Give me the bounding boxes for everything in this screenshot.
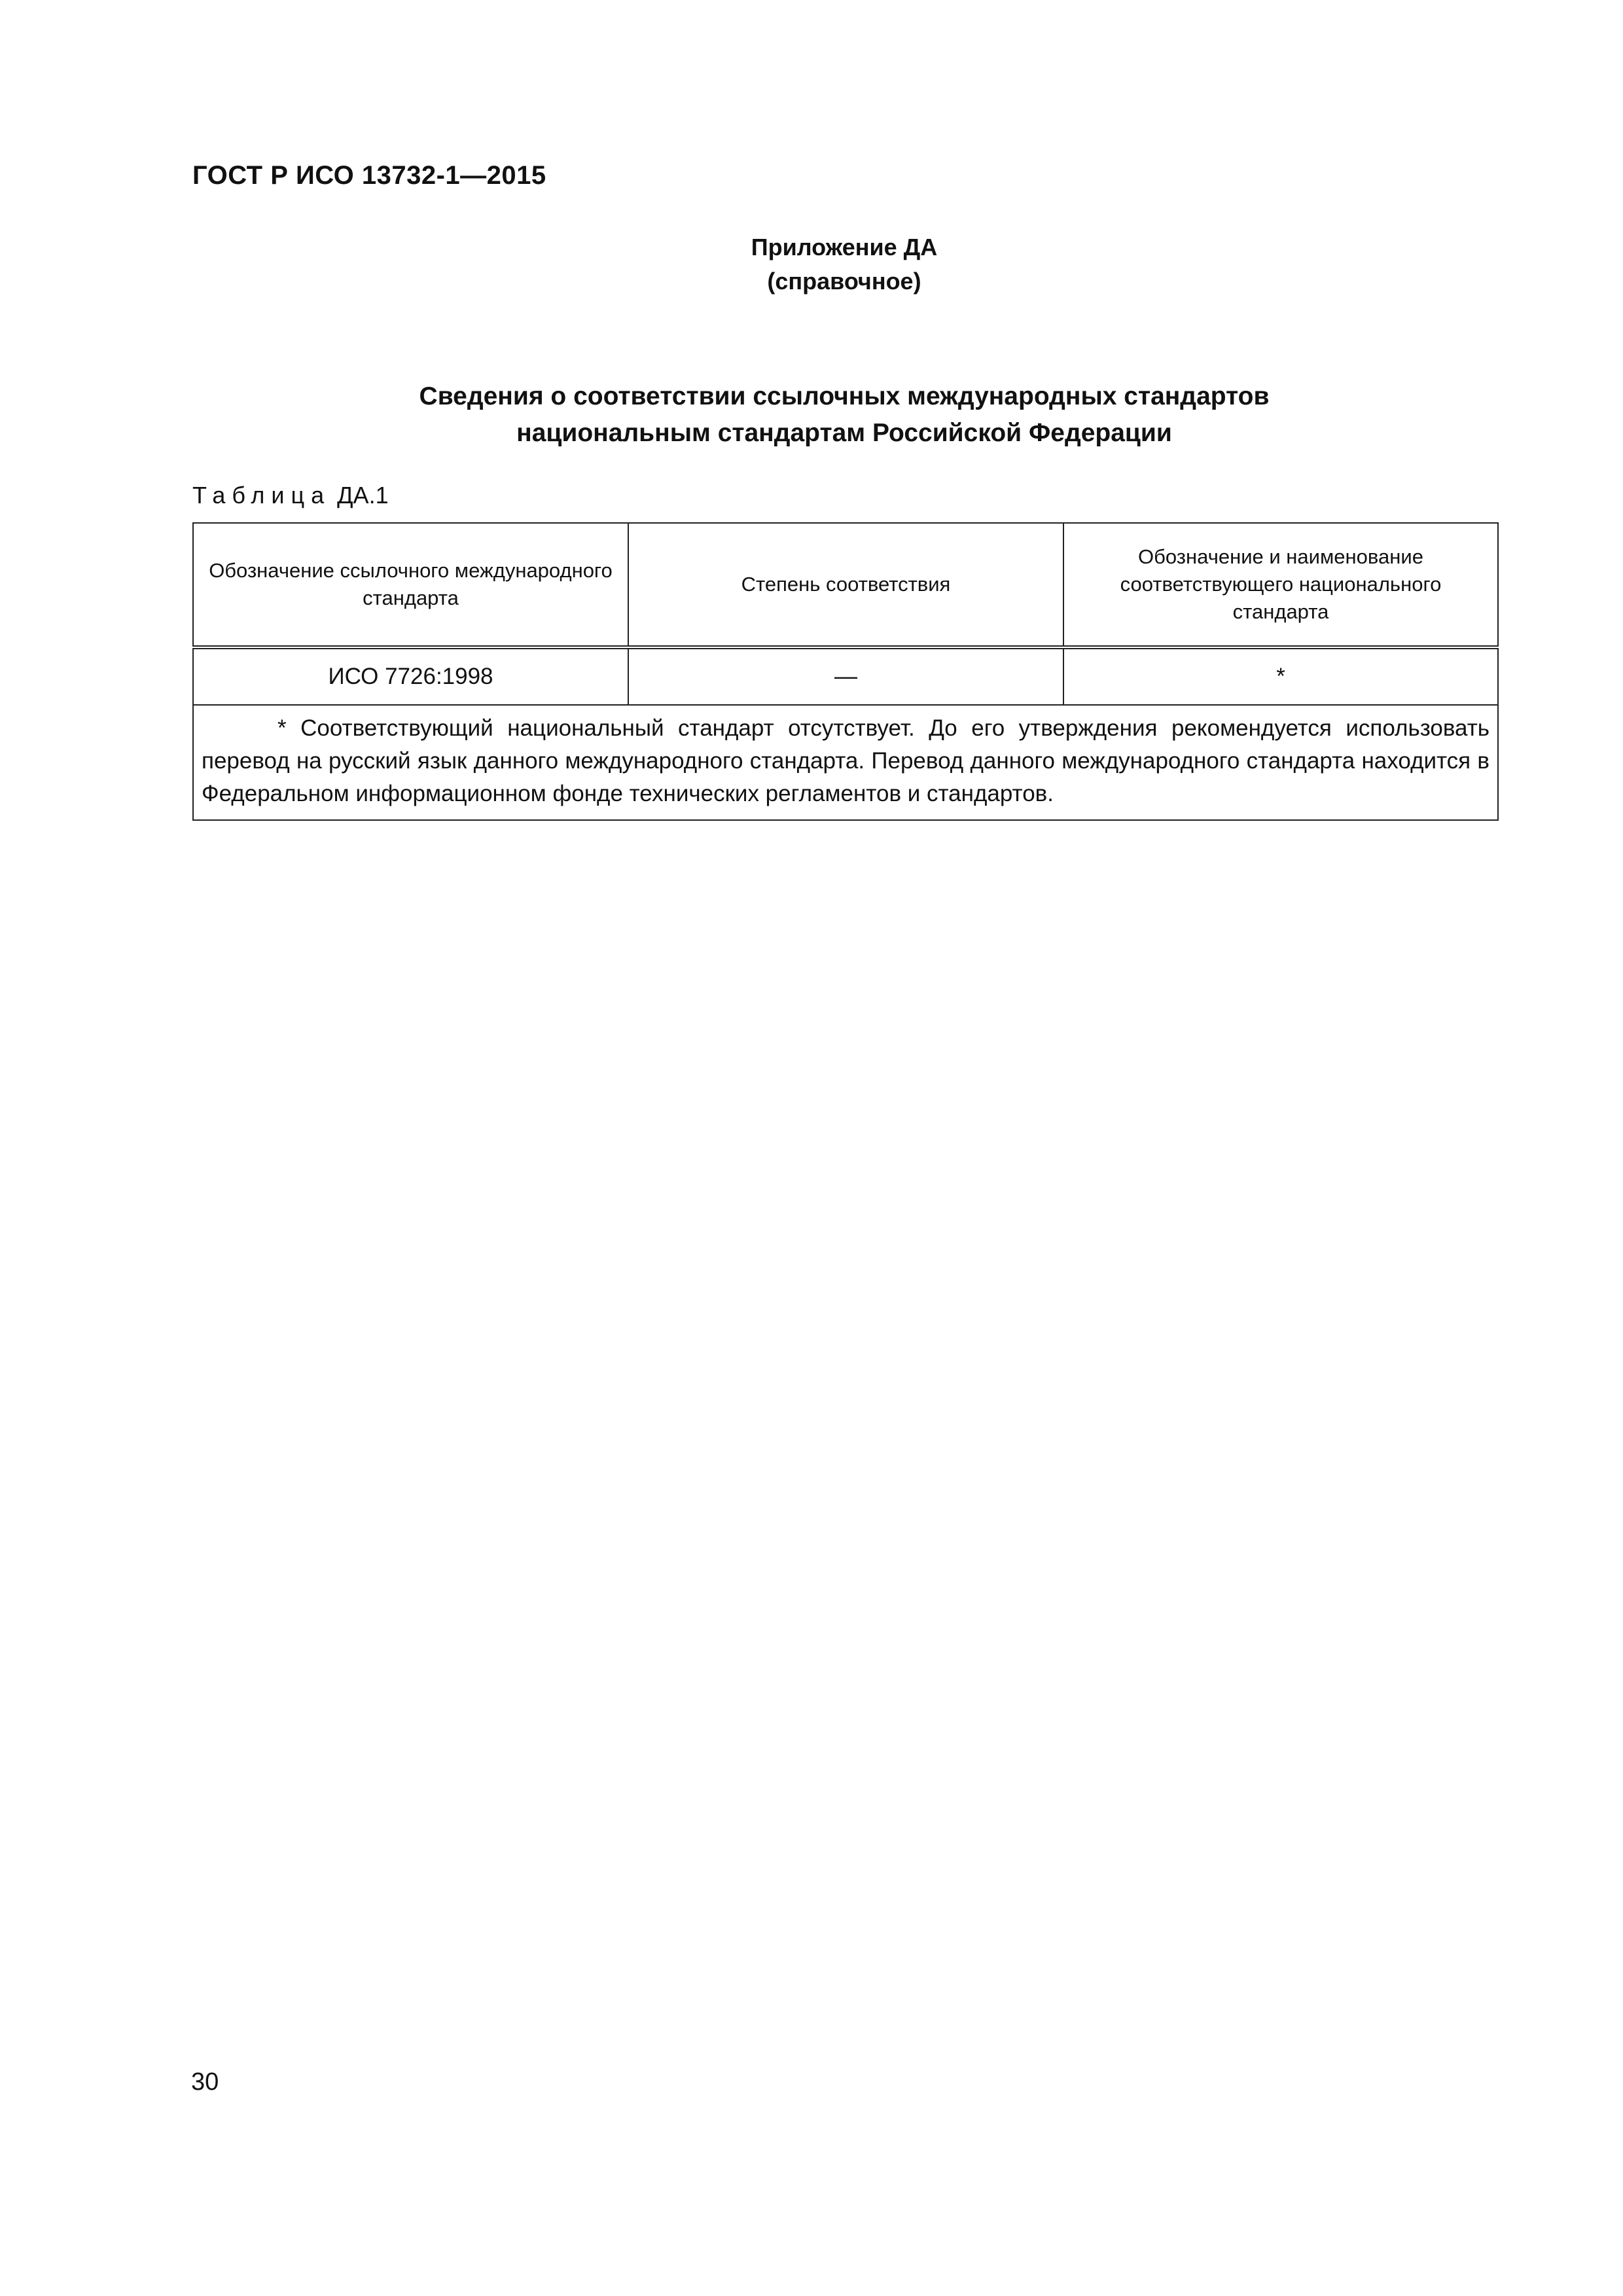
table-caption-word: Таблица (192, 482, 331, 509)
table-header-row (193, 523, 1498, 647)
section-title-line-1: Сведения о соответствии ссылочных международных стандартов (419, 382, 1270, 410)
column-header-national-standard: Обозначение и наименование соответствующего национального стандарта (1063, 523, 1498, 647)
reference-standards-table (192, 522, 1499, 821)
table-footnote-cell (193, 705, 1498, 820)
section-title (0, 378, 1623, 452)
cell-national-standard: * (1063, 647, 1498, 705)
column-header-international-standard: Обозначение ссылочного международного стандарта (193, 523, 628, 647)
table-footnote-text: * Соответствующий национальный стандарт отсутствует. До его утверждения рекомендуется использовать перевод на русский язык данного международного стандарта. Перевод данного международного стандарта находится в Федеральном информационном фонде технических регламентов и стандартов. (202, 715, 1489, 806)
annex-title: Приложение ДА (751, 234, 938, 260)
table-row (193, 647, 1498, 705)
page-number: 30 (191, 2068, 219, 2096)
cell-conformity-degree: — (628, 647, 1063, 705)
table-caption (192, 482, 389, 509)
cell-international-standard: ИСО 7726:1998 (193, 647, 628, 705)
annex-kind: (справочное) (767, 268, 921, 295)
table-footnote-row (193, 705, 1498, 820)
section-title-line-2: национальным стандартам Российской Федерации (516, 419, 1172, 447)
document-code: ГОСТ Р ИСО 13732-1—2015 (192, 161, 546, 190)
annex-heading (0, 230, 1623, 298)
column-header-conformity-degree: Степень соответствия (628, 523, 1063, 647)
table-caption-number: ДА.1 (337, 482, 389, 509)
